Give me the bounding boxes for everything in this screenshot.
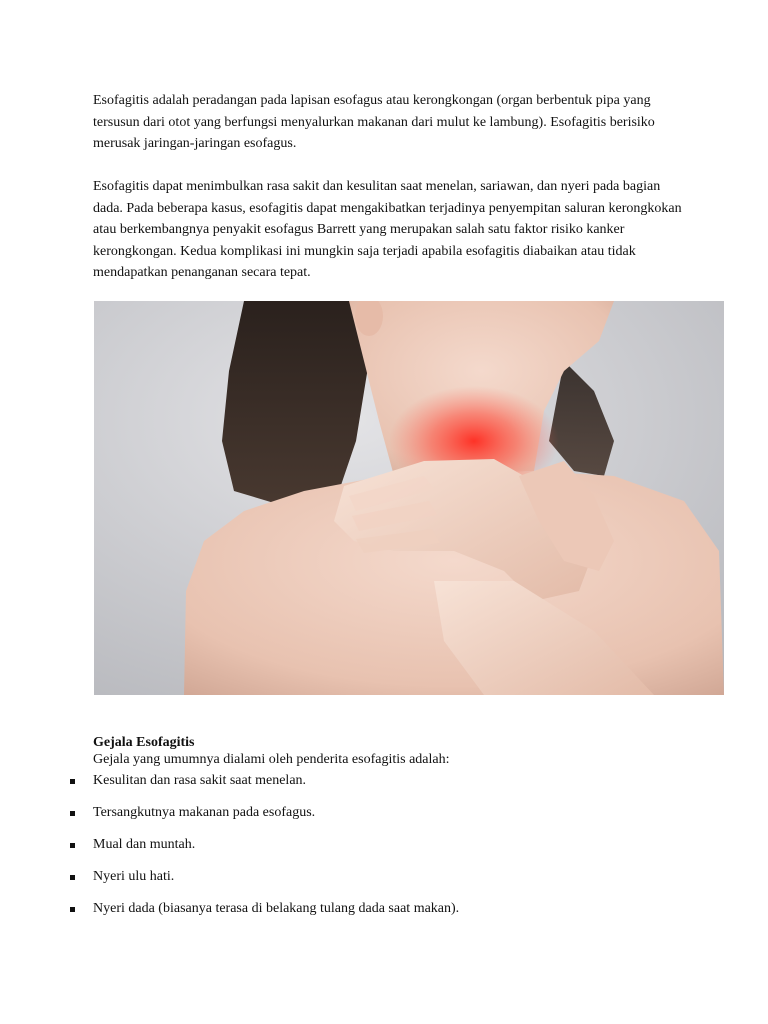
square-bullet-icon [70, 811, 75, 816]
list-item [0, 901, 768, 933]
symptoms-overview-paragraph: Esofagitis dapat menimbulkan rasa sakit dan kesulitan saat menelan, sariawan, dan nyeri pada bagian dada. Pada beberapa kasus, esofagitis dapat mengakibatkan terjadinya penyempitan saluran kerongkokan atau berkembangnya penyakit esofagus Barrett yang merupakan salah satu faktor risiko kanker kerongkongan. Kedua komplikasi ini mungkin saja terjadi apabila esofagitis diabaikan atau tidak mendapatkan penanganan secara tepat. [93, 179, 682, 280]
intro-paragraph: Esofagitis adalah peradangan pada lapisan esofagus atau kerongkongan (organ berbentuk pipa yang tersusun dari otot yang berfungsi menyalurkan makanan dari mulut ke lambung). Esofagitis berisiko merusak jaringan-jaringan esofagus. [93, 93, 655, 151]
list-item [0, 773, 768, 805]
sore-throat-photo [94, 301, 724, 695]
square-bullet-icon [70, 779, 75, 784]
list-item [0, 869, 768, 901]
square-bullet-icon [70, 843, 75, 848]
list-item-text: Tersangkutnya makanan pada esofagus. [93, 805, 316, 820]
list-item [0, 805, 768, 837]
square-bullet-icon [70, 875, 75, 880]
symptom-list [0, 773, 768, 933]
list-item-text: Nyeri dada (biasanya terasa di belakang tulang dada saat makan). [93, 901, 460, 916]
section-heading: Gejala Esofagitis [93, 735, 195, 750]
list-item [0, 837, 768, 869]
square-bullet-icon [70, 907, 75, 912]
section-intro: Gejala yang umumnya dialami oleh penderita esofagitis adalah: [93, 752, 450, 767]
list-item-text: Kesulitan dan rasa sakit saat menelan. [93, 773, 307, 788]
list-item-text: Nyeri ulu hati. [93, 869, 175, 884]
list-item-text: Mual dan muntah. [93, 837, 196, 852]
